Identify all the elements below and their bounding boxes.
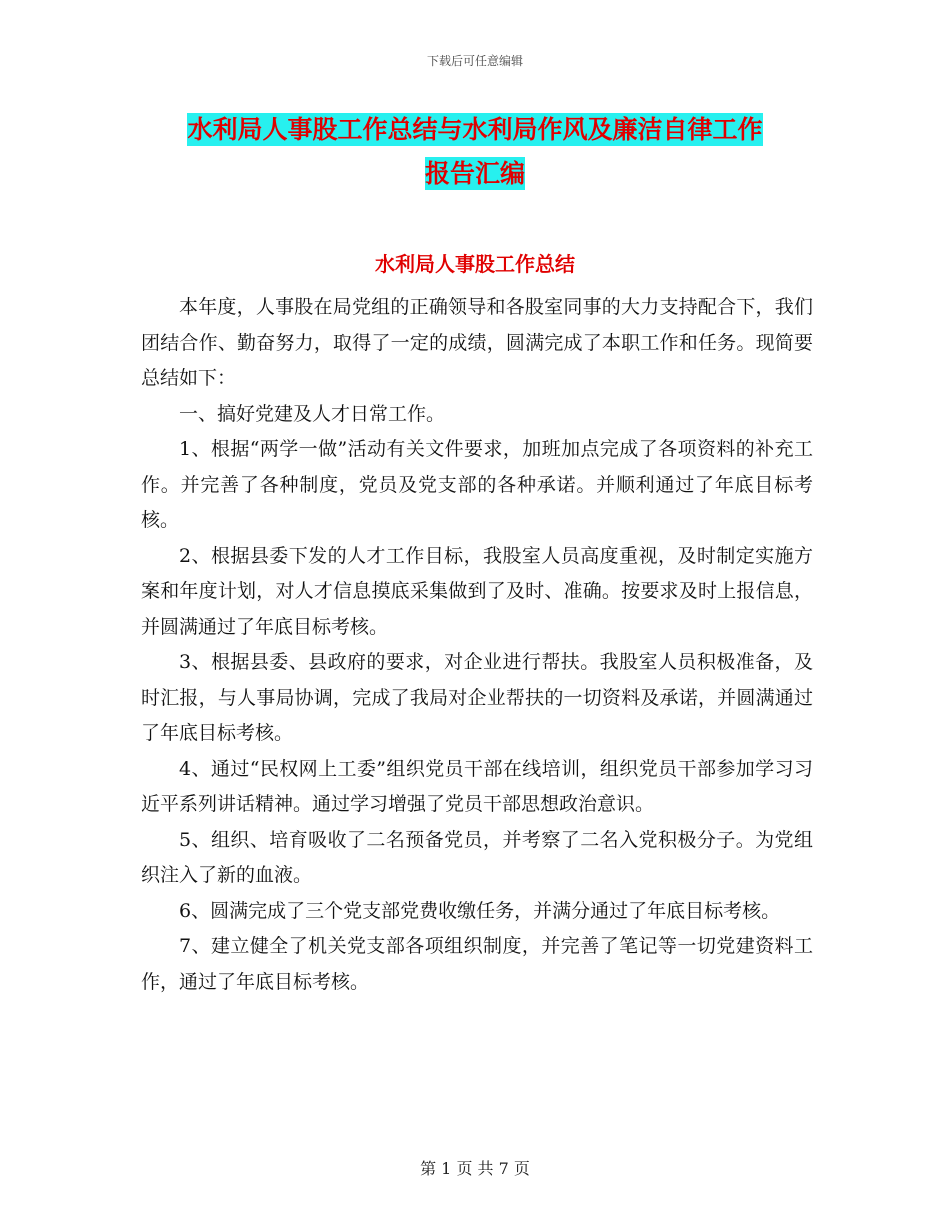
paragraph-item-6: 6、圆满完成了三个党支部党费收缴任务，并满分通过了年底目标考核。 <box>179 899 781 922</box>
paragraph-intro: 本年度，人事股在局党组的正确领导和各股室同事的大力支持配合下，我们团结合作、勤奋努力，取得了一定的成绩，圆满完成了本职工作和任务。现简要总结如下： <box>141 296 813 389</box>
paragraph-item-2: 2、根据县委下发的人才工作目标，我股室人员高度重视，及时制定实施方案和年度计划，对人才信息摸底采集做到了及时、准确。按要求及时上报信息，并圆满通过了年底目标考核。 <box>141 544 813 638</box>
paragraph-heading-1: 一、搞好党建及人才日常工作。 <box>179 402 446 425</box>
body-text <box>141 290 813 1000</box>
section-title: 水利局人事股工作总结 <box>375 252 575 276</box>
paragraph-item-7: 7、建立健全了机关党支部各项组织制度，并完善了笔记等一切党建资料工作，通过了年底目标考核。 <box>141 935 813 993</box>
paragraph-item-1: 1、根据“两学一做”活动有关文件要求，加班加点完成了各项资料的补充工作。并完善了各种制度，党员及党支部的各种承诺。并顺利通过了年底目标考核。 <box>141 438 813 531</box>
paragraph-item-4: 4、通过“民权网上工委”组织党员干部在线培训，组织党员干部参加学习习近平系列讲话精神。通过学习增强了党员干部思想政治意识。 <box>141 757 813 815</box>
document-title-line1: 水利局人事股工作总结与水利局作风及廉洁自律工作 <box>187 115 763 144</box>
document-title-line2: 报告汇编 <box>424 159 525 188</box>
document-title <box>140 108 810 196</box>
page-footer: 第 1 页 共 7 页 <box>420 1159 530 1178</box>
paragraph-item-3: 3、根据县委、县政府的要求，对企业进行帮扶。我股室人员积极准备，及时汇报，与人事局协调，完成了我局对企业帮扶的一切资料及承诺，并圆满通过了年底目标考核。 <box>141 651 813 744</box>
header-note: 下载后可任意编辑 <box>426 54 523 68</box>
paragraph-item-5: 5、组织、培育吸收了二名预备党员，并考察了二名入党积极分子。为党组织注入了新的血液。 <box>141 828 813 886</box>
